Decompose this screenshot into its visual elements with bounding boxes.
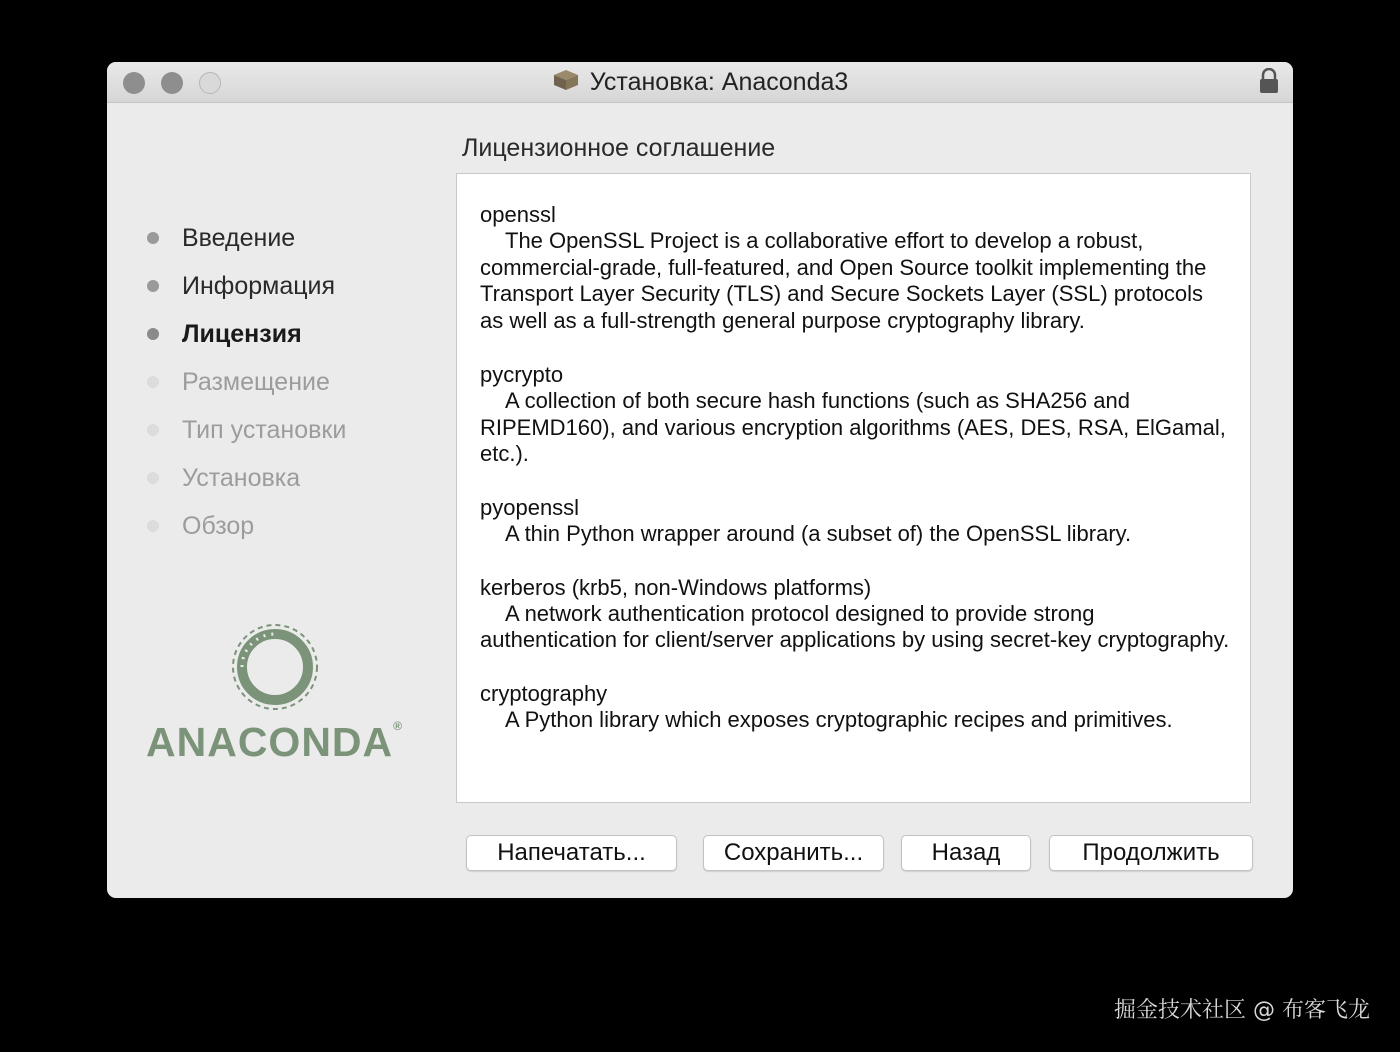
anaconda-logo bbox=[137, 622, 412, 766]
continue-button[interactable]: Продолжить bbox=[1049, 835, 1253, 871]
step-label: Информация bbox=[182, 271, 336, 300]
installer-window bbox=[107, 62, 1293, 898]
package-icon bbox=[552, 68, 580, 99]
entry-description: The OpenSSL Project is a collaborative effort to develop a robust, commercial-grade, full-featured, and Open Source toolkit implementing the Transport Layer Security (TLS) and Secure Sockets Layer (SSL) protocols as well as a full-strength general purpose cryptography library. bbox=[480, 228, 1207, 334]
window-title: Установка: Anaconda3 bbox=[589, 68, 849, 97]
entry-name: kerberos (krb5, non-Windows platforms) bbox=[480, 574, 872, 600]
anaconda-ring-icon bbox=[230, 622, 320, 712]
sidebar-step bbox=[143, 214, 346, 262]
step-bullet-icon bbox=[147, 424, 159, 436]
entry-name: pycrypto bbox=[480, 361, 564, 387]
sidebar-step bbox=[143, 262, 346, 310]
watermark: 掘金技术社区 @ 布客飞龙 bbox=[1114, 998, 1370, 1023]
step-bullet-icon bbox=[147, 472, 159, 484]
step-bullet-icon bbox=[147, 328, 159, 340]
save-button[interactable]: Сохранить... bbox=[703, 835, 884, 871]
sidebar-step bbox=[143, 406, 346, 454]
sidebar-step bbox=[143, 358, 346, 406]
license-text-area[interactable] bbox=[456, 173, 1251, 803]
entry-description: A thin Python wrapper around (a subset of) the OpenSSL library. bbox=[505, 520, 1132, 546]
title-bar bbox=[107, 62, 1293, 103]
sidebar-step bbox=[143, 454, 346, 502]
print-button[interactable]: Напечатать... bbox=[466, 835, 677, 871]
license-entry bbox=[480, 495, 1230, 548]
license-entry bbox=[480, 575, 1230, 654]
step-bullet-icon bbox=[147, 280, 159, 292]
entry-description: A network authentication protocol designed to provide strong authentication for client/server applications by using secret-key cryptography. bbox=[480, 600, 1230, 653]
lock-icon[interactable] bbox=[1259, 68, 1279, 99]
step-bullet-icon bbox=[147, 520, 159, 532]
steps-sidebar bbox=[143, 214, 346, 550]
entry-name: cryptography bbox=[480, 681, 608, 707]
step-label: Лицензия bbox=[182, 319, 302, 348]
anaconda-wordmark: ANACONDA® bbox=[146, 719, 403, 765]
license-entry bbox=[480, 202, 1230, 335]
step-bullet-icon bbox=[147, 232, 159, 244]
step-label: Обзор bbox=[182, 511, 255, 540]
sidebar-step bbox=[143, 310, 346, 358]
entry-name: pyopenssl bbox=[480, 494, 580, 520]
step-bullet-icon bbox=[147, 376, 159, 388]
entry-description: A collection of both secure hash functions (such as SHA256 and RIPEMD160), and various encryption algorithms (AES, DES, RSA, ElGamal, etc.). bbox=[480, 387, 1226, 467]
section-title: Лицензионное соглашение bbox=[462, 134, 776, 162]
window-title-wrap bbox=[107, 68, 1293, 99]
entry-name: openssl bbox=[480, 202, 556, 227]
sidebar-step bbox=[143, 502, 346, 550]
step-label: Установка bbox=[182, 463, 301, 492]
step-label: Введение bbox=[182, 223, 296, 252]
step-label: Тип установки bbox=[182, 415, 347, 444]
entry-description: A Python library which exposes cryptographic recipes and primitives. bbox=[505, 707, 1173, 733]
back-button[interactable]: Назад bbox=[901, 835, 1031, 871]
license-entry bbox=[480, 362, 1230, 468]
step-label: Размещение bbox=[182, 367, 330, 396]
license-entry bbox=[480, 681, 1230, 734]
